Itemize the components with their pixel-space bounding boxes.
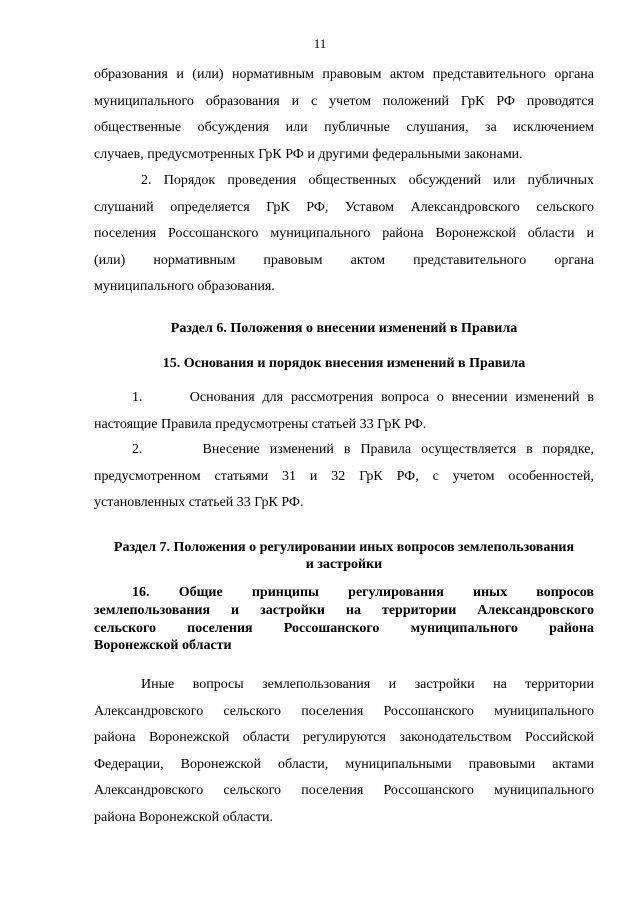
section-title: и застройки (305, 557, 383, 572)
text-line: Иные вопросы землепользования и застройки на территории (141, 677, 594, 692)
article-title: 15. Основания и порядок внесения изменений в Правила (162, 356, 526, 371)
text-line: случаев, предусмотренных ГрК РФ и другими федеральными законами. (94, 146, 523, 162)
text-line: муниципального образования. (94, 279, 275, 295)
text-line: предусмотренном статьями 31 и 32 ГрК РФ, с учетом особенностей, (94, 468, 594, 484)
text-line: образования и (или) нормативным правовым актом представительного органа (94, 67, 594, 82)
text-line: 2. Порядок проведения общественных обсуждений или публичных (141, 173, 594, 188)
text-line: 1. Основания для рассмотрения вопроса о внесении изменений в (132, 390, 594, 405)
article-15-item-1 (94, 385, 594, 438)
continuation-paragraph (94, 62, 594, 168)
article-title: Воронежской области (94, 638, 232, 654)
text-line: Александровского сельского поселения Россошанского муниципального (94, 703, 594, 719)
article-15-heading (94, 355, 594, 372)
article-title: землепользования и застройки на территории Александровского (94, 602, 594, 618)
text-line: поселения Россошанского муниципального района Воронежской области и (94, 226, 594, 242)
text-line: установленных статьей 33 ГрК РФ. (94, 495, 304, 511)
text-line: района Воронежской области регулируются законодательством Российской (94, 730, 594, 746)
article-title: сельского поселения Россошанского муниципального района (94, 620, 594, 636)
section-6-heading (94, 320, 594, 337)
text-line: общественные обсуждения или публичные слушания, за исключением (94, 120, 594, 136)
text-line: района Воронежской области. (94, 809, 273, 825)
article-16-paragraph (94, 672, 594, 832)
text-line: Александровского сельского поселения Россошанского муниципального (94, 783, 594, 799)
text-line: Федерации, Воронежской области, муниципальными правовыми актами (94, 756, 594, 772)
text-line: муниципального образования и с учетом положений ГрК РФ проводятся (94, 93, 594, 109)
text-line: настоящие Правила предусмотрены статьей 33 ГрК РФ. (94, 416, 427, 432)
section-7-heading (94, 539, 594, 573)
text-line: слушаний определяется ГрК РФ, Уставом Александровского сельского (94, 199, 594, 215)
page-number: 11 (313, 36, 327, 51)
text-line: (или) нормативным правовым актом представительного органа (94, 252, 594, 268)
article-16-heading (94, 584, 594, 655)
section-title: Раздел 6. Положения о внесении изменений в Правила (170, 321, 518, 336)
item-2-paragraph (94, 168, 594, 301)
article-15-item-2 (94, 437, 594, 517)
article-title: 16. Общие принципы регулирования иных вопросов (132, 585, 594, 600)
section-title: Раздел 7. Положения о регулировании иных вопросов землепользования (113, 540, 575, 555)
text-line: 2. Внесение изменений в Правила осуществляется в порядке, (132, 442, 594, 457)
